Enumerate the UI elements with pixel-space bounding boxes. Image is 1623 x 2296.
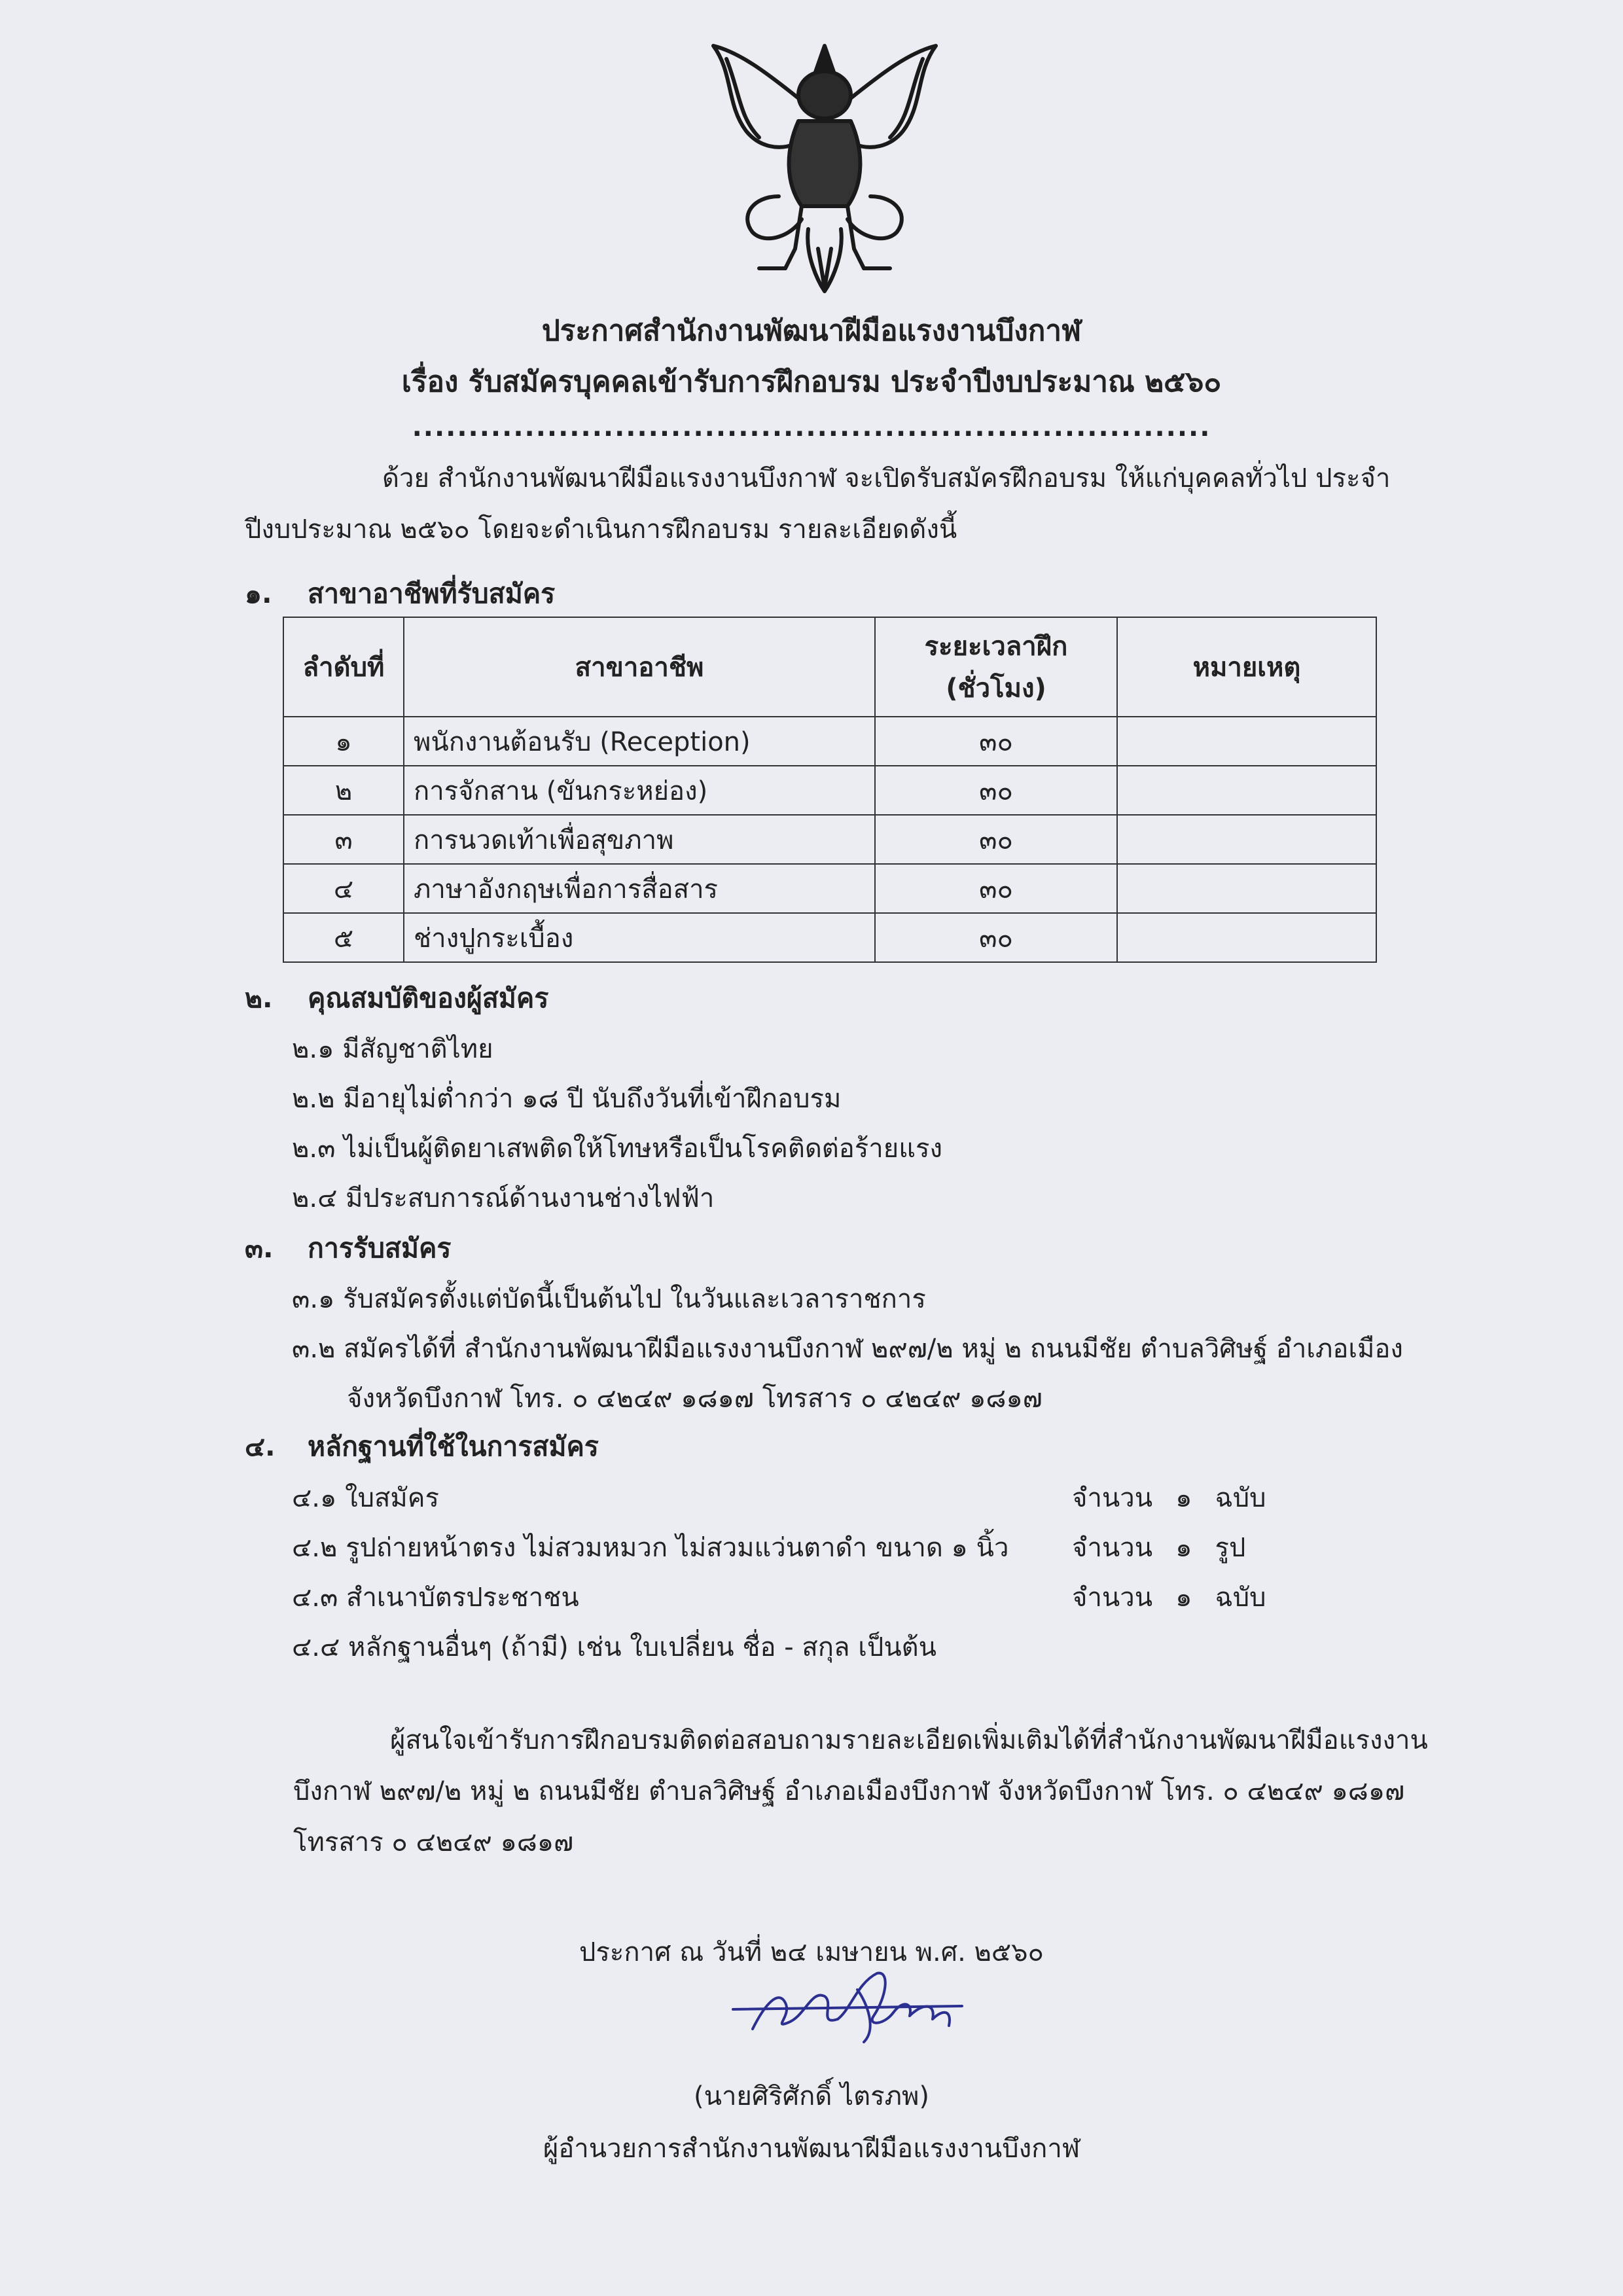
cell-no: ๑ [283,717,404,766]
intro-paragraph: ด้วย สำนักงานพัฒนาฝีมือแรงงานบึงกาฬ จะเปิดรับสมัครฝึกอบรม ให้แก่บุคคลทั่วไป ประจำปีงบประมาณ ๒๕๖๐ โดยจะดำเนินการฝึกอบรม รายละเอียดดังนี้ [245,463,1391,545]
qualification-item: ๒.๓ ไม่เป็นผู้ติดยาเสพติดให้โทษหรือเป็นโรคติดต่อร้ายแรง [292,1134,942,1164]
announcement-date: ประกาศ ณ วันที่ ๒๔ เมษายน พ.ศ. ๒๕๖๐ [579,1937,1044,1967]
title-divider: ....................................................................... [412,412,1211,442]
document-quantity [1072,1526,1245,1568]
cell-no: ๓ [283,815,404,864]
cell-remark [1117,717,1376,766]
table-header-row [283,617,1376,717]
cell-remark [1117,913,1376,962]
section-3-number: ๓. [245,1232,274,1264]
cell-hours: ๓๐ [875,864,1117,913]
section-3-heading [245,1227,451,1270]
quantity-unit: ฉบับ [1215,1583,1266,1613]
table-row [283,913,1376,962]
document-item: ๔.๔ หลักฐานอื่นๆ (ถ้ามี) เช่น ใบเปลี่ยน ชื่อ - สกุล เป็นต้น [292,1632,936,1662]
cell-occupation: พนักงานต้อนรับ (Reception) [404,717,875,766]
col-header-duration [875,617,1117,717]
closing-paragraph: ผู้สนใจเข้ารับการฝึกอบรมติดต่อสอบถามรายละเอียดเพิ่มเติมได้ที่สำนักงานพัฒนาฝีมือแรงงานบึงกาฬ ๒๙๗/๒ หมู่ ๒ ถนนมีชัย ตำบลวิศิษฐ์ อำเภอเมืองบึงกาฬ จังหวัดบึงกาฬ โทร. ๐ ๔๒๔๙ ๑๘๑๗ โทรสาร ๐ ๔๒๔๙ ๑๘๑๗ [293,1725,1428,1857]
section-2-heading [245,977,548,1020]
document-item: ๔.๒ รูปถ่ายหน้าตรง ไม่สวมหมวก ไม่สวมแว่นตาดำ ขนาด ๑ นิ้ว [292,1533,1009,1563]
cell-remark [1117,815,1376,864]
qualification-item: ๒.๑ มีสัญชาติไทย [292,1034,493,1064]
section-4-number: ๔. [245,1431,276,1462]
section-2-number: ๒. [245,982,273,1014]
quantity-label: จำนวน [1072,1533,1153,1563]
section-1-number: ๑. [245,578,272,609]
cell-hours: ๓๐ [875,766,1117,815]
cell-no: ๕ [283,913,404,962]
section-1-title: สาขาอาชีพที่รับสมัคร [308,578,556,609]
section-4-title: หลักฐานที่ใช้ในการสมัคร [308,1431,599,1462]
quantity-value: ๑ [1175,1533,1192,1563]
col-header-no: ลำดับที่ [283,617,404,717]
cell-remark [1117,864,1376,913]
qualification-item: ๒.๔ มีประสบการณ์ด้านงานช่างไฟฟ้า [292,1183,715,1213]
table-row [283,717,1376,766]
col-header-duration-label: ระยะเวลาฝึก [924,632,1068,662]
qualification-item: ๒.๒ มีอายุไม่ต่ำกว่า ๑๘ ปี นับถึงวันที่เข้าฝึกอบรม [292,1084,842,1114]
section-3-title: การรับสมัคร [308,1232,452,1264]
document-quantity [1072,1477,1266,1518]
cell-no: ๔ [283,864,404,913]
application-item-continuation: จังหวัดบึงกาฬ โทร. ๐ ๔๒๔๙ ๑๘๑๗ โทรสาร ๐ ๔๒๔๙ ๑๘๑๗ [347,1384,1043,1414]
application-item: ๓.๑ รับสมัครตั้งแต่บัดนี้เป็นต้นไป ในวันและเวลาราชการ [292,1284,926,1314]
table-row [283,815,1376,864]
document-item: ๔.๓ สำเนาบัตรประชาชน [292,1583,579,1613]
section-2-title: คุณสมบัติของผู้สมัคร [308,982,549,1014]
document-quantity [1072,1576,1266,1618]
signature-mark [726,1964,975,2049]
application-item: ๓.๒ สมัครได้ที่ สำนักงานพัฒนาฝีมือแรงงานบึงกาฬ ๒๙๗/๒ หมู่ ๒ ถนนมีชัย ตำบลวิศิษฐ์ อำเภอเมือง [292,1334,1403,1364]
quantity-label: จำนวน [1072,1483,1153,1513]
announcement-subject: เรื่อง รับสมัครบุคคลเข้ารับการฝึกอบรม ประจำปีงบประมาณ ๒๕๖๐ [401,365,1222,399]
table-row [283,864,1376,913]
quantity-unit: รูป [1215,1533,1246,1563]
quantity-unit: ฉบับ [1215,1483,1266,1513]
cell-hours: ๓๐ [875,913,1117,962]
cell-remark [1117,766,1376,815]
section-1-heading [245,573,555,615]
occupation-table [283,617,1377,963]
cell-occupation: การนวดเท้าเพื่อสุขภาพ [404,815,875,864]
col-header-duration-unit: (ชั่วโมง) [946,673,1046,704]
table-row [283,766,1376,815]
cell-no: ๒ [283,766,404,815]
cell-occupation: ช่างปูกระเบื้อง [404,913,875,962]
col-header-occupation: สาขาอาชีพ [404,617,875,717]
section-4-heading [245,1426,599,1468]
quantity-value: ๑ [1175,1583,1192,1613]
document-item: ๔.๑ ใบสมัคร [292,1483,440,1513]
cell-occupation: การจักสาน (ขันกระหย่อง) [404,766,875,815]
col-header-remark: หมายเหตุ [1117,617,1376,717]
signatory-position: ผู้อำนวยการสำนักงานพัฒนาฝีมือแรงงานบึงกาฬ [543,2134,1080,2164]
cell-occupation: ภาษาอังกฤษเพื่อการสื่อสาร [404,864,875,913]
cell-hours: ๓๐ [875,815,1117,864]
quantity-value: ๑ [1175,1483,1192,1513]
announcement-title: ประกาศสำนักงานพัฒนาฝีมือแรงงานบึงกาฬ [541,314,1082,348]
signatory-name: (นายศิริศักดิ์ ไตรภพ) [694,2081,929,2111]
cell-hours: ๓๐ [875,717,1117,766]
quantity-label: จำนวน [1072,1583,1153,1613]
garuda-emblem-icon [687,33,962,301]
